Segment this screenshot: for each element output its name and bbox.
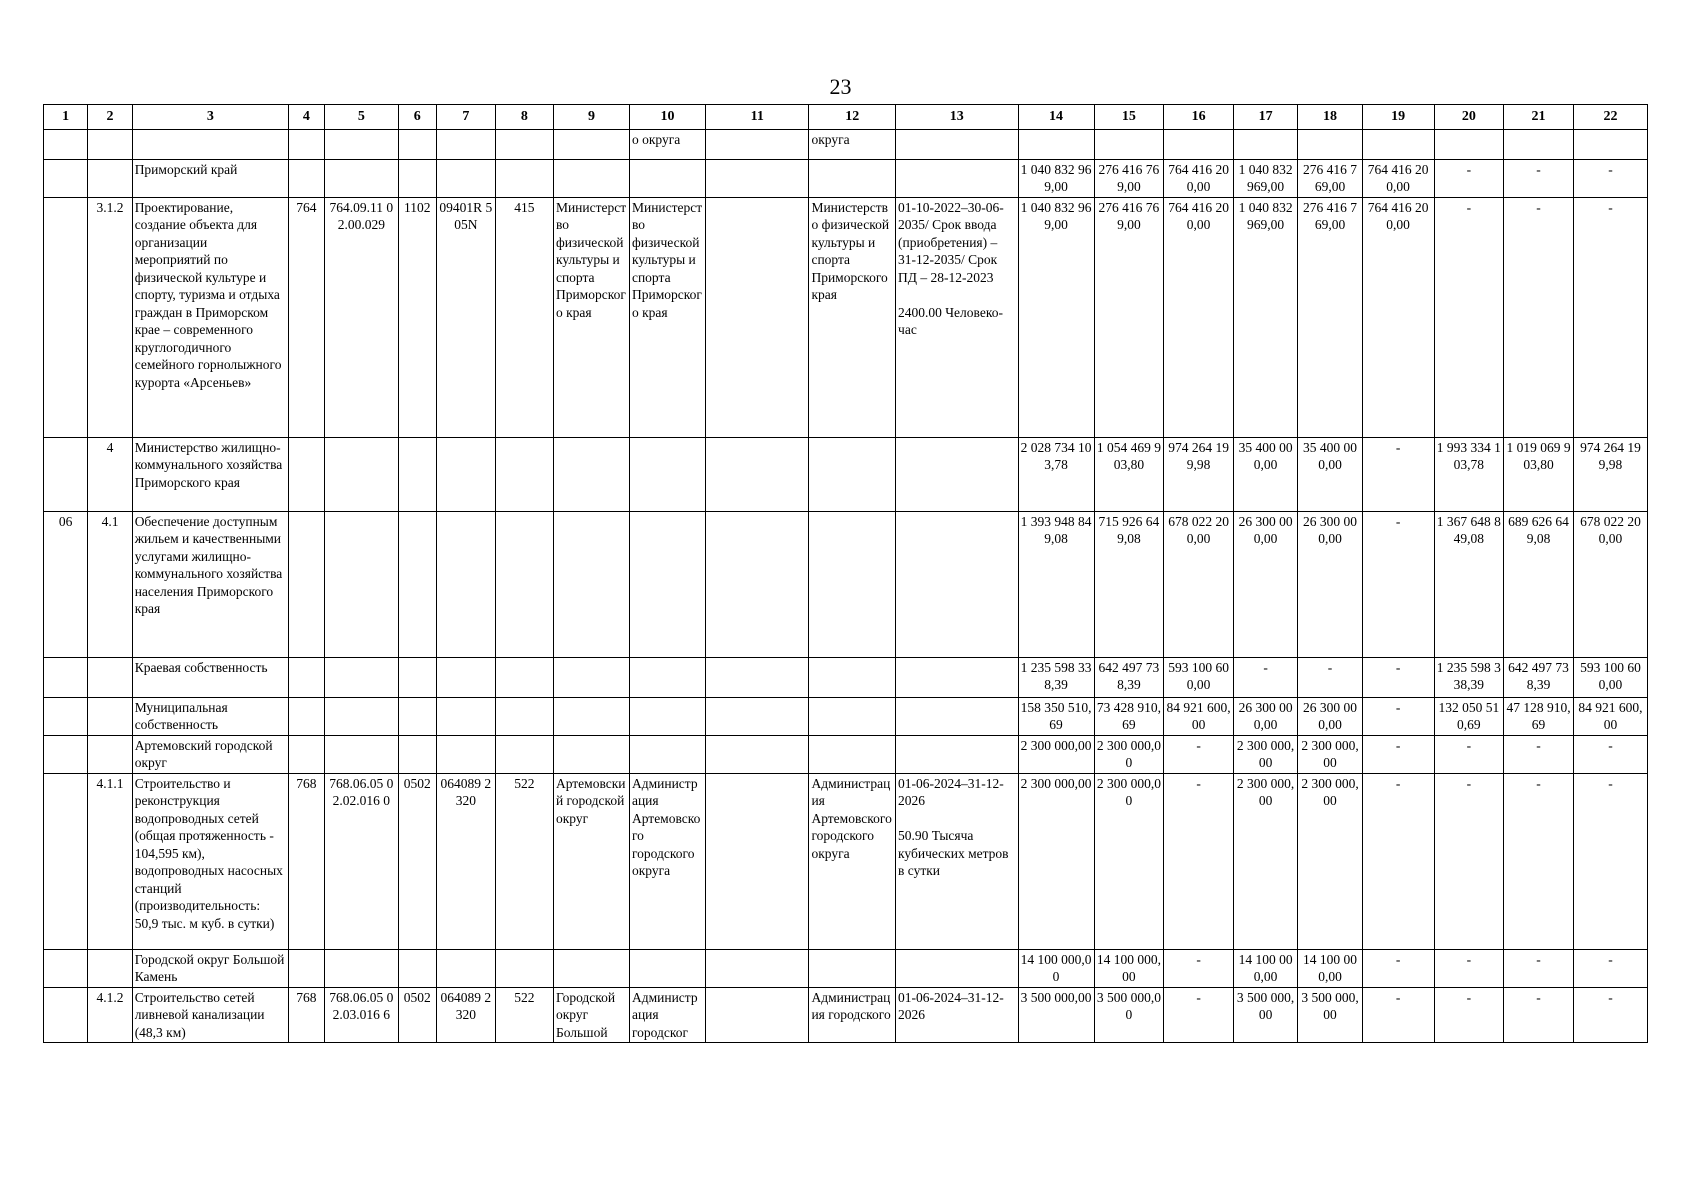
cell-col-7 <box>436 129 495 159</box>
cell-col-13: 01-06-2024–31-12-2026 50.90 Тысяча кубических метров в сутки <box>896 773 1018 949</box>
row-4 <box>44 437 1648 511</box>
cell-col-5: 768.06.05 02.02.016 0 <box>324 773 398 949</box>
cell-col-17: 2 300 000,00 <box>1233 735 1297 773</box>
cell-col-12 <box>809 159 896 197</box>
column-header-6: 6 <box>398 105 436 130</box>
column-header-5: 5 <box>324 105 398 130</box>
cell-col-2 <box>88 159 132 197</box>
cell-col-7 <box>436 735 495 773</box>
row-4-1-1 <box>44 773 1648 949</box>
cell-col-8 <box>495 949 553 987</box>
column-header-12: 12 <box>809 105 896 130</box>
column-header-13: 13 <box>896 105 1018 130</box>
cell-col-19: - <box>1362 735 1434 773</box>
cell-col-8 <box>495 697 553 735</box>
row-municipal-property <box>44 697 1648 735</box>
cell-col-18: 276 416 769,00 <box>1298 197 1362 437</box>
cell-col-16: 593 100 600,00 <box>1164 657 1234 697</box>
cell-col-3: Строительство сетей ливневой канализации (48,3 км) <box>132 987 288 1043</box>
cell-col-13 <box>896 129 1018 159</box>
cell-col-17: 35 400 000,00 <box>1233 437 1297 511</box>
cell-col-8: 522 <box>495 773 553 949</box>
cell-col-11 <box>705 159 808 197</box>
cell-col-3 <box>132 129 288 159</box>
cell-col-8: 415 <box>495 197 553 437</box>
cell-col-10 <box>629 437 705 511</box>
column-header-11: 11 <box>705 105 808 130</box>
cell-col-20: - <box>1434 735 1504 773</box>
cell-col-6 <box>398 437 436 511</box>
cell-col-15 <box>1094 129 1164 159</box>
cell-col-18: 276 416 769,00 <box>1298 159 1362 197</box>
cell-col-6 <box>398 159 436 197</box>
cell-col-17: - <box>1233 657 1297 697</box>
row-primorsky-krai <box>44 159 1648 197</box>
cell-col-10 <box>629 735 705 773</box>
cell-col-9 <box>553 159 629 197</box>
cell-col-10: Министерство физической культуры и спорта Приморского края <box>629 197 705 437</box>
cell-col-3: Обеспечение доступным жильем и качественными услугами жилищно-коммунального хозяйства населения Приморского края <box>132 511 288 657</box>
cell-col-21: - <box>1504 197 1574 437</box>
cell-col-9 <box>553 129 629 159</box>
cell-col-13 <box>896 437 1018 511</box>
cell-col-17: 14 100 000,00 <box>1233 949 1297 987</box>
cell-col-10 <box>629 697 705 735</box>
cell-col-1 <box>44 197 88 437</box>
cell-col-18: - <box>1298 657 1362 697</box>
cell-col-12: Администрация городского <box>809 987 896 1043</box>
cell-col-22: - <box>1573 949 1647 987</box>
cell-col-19: - <box>1362 773 1434 949</box>
cell-col-7 <box>436 697 495 735</box>
cell-col-8 <box>495 657 553 697</box>
cell-col-6: 0502 <box>398 773 436 949</box>
cell-col-22: 84 921 600,00 <box>1573 697 1647 735</box>
column-header-7: 7 <box>436 105 495 130</box>
cell-col-11 <box>705 437 808 511</box>
cell-col-18: 2 300 000,00 <box>1298 735 1362 773</box>
page-number: 23 <box>829 74 852 99</box>
cell-col-21: 642 497 738,39 <box>1504 657 1574 697</box>
cell-col-12 <box>809 949 896 987</box>
cell-col-6 <box>398 735 436 773</box>
cell-col-2 <box>88 697 132 735</box>
cell-col-3: Краевая собственность <box>132 657 288 697</box>
column-header-14: 14 <box>1018 105 1094 130</box>
cell-col-15: 73 428 910,69 <box>1094 697 1164 735</box>
cell-col-1 <box>44 987 88 1043</box>
cell-col-16 <box>1164 129 1234 159</box>
row-continuation <box>44 129 1648 159</box>
cell-col-16: - <box>1164 987 1234 1043</box>
cell-col-18: 35 400 000,00 <box>1298 437 1362 511</box>
cell-col-19: 764 416 200,00 <box>1362 159 1434 197</box>
cell-col-9: Министерство физической культуры и спорта Приморского края <box>553 197 629 437</box>
cell-col-19 <box>1362 129 1434 159</box>
cell-col-7 <box>436 657 495 697</box>
cell-col-5 <box>324 697 398 735</box>
cell-col-8 <box>495 511 553 657</box>
cell-col-14: 2 028 734 103,78 <box>1018 437 1094 511</box>
cell-col-9 <box>553 657 629 697</box>
cell-col-3: Приморский край <box>132 159 288 197</box>
cell-col-21: - <box>1504 949 1574 987</box>
cell-col-6 <box>398 129 436 159</box>
cell-col-5 <box>324 129 398 159</box>
cell-col-21: - <box>1504 735 1574 773</box>
column-header-17: 17 <box>1233 105 1297 130</box>
cell-col-1 <box>44 437 88 511</box>
cell-col-18: 14 100 000,00 <box>1298 949 1362 987</box>
cell-col-6: 1102 <box>398 197 436 437</box>
cell-col-3: Министерство жилищно-коммунального хозяйства Приморского края <box>132 437 288 511</box>
cell-col-11 <box>705 697 808 735</box>
cell-col-11 <box>705 197 808 437</box>
cell-col-20: 132 050 510,69 <box>1434 697 1504 735</box>
cell-col-16: 974 264 199,98 <box>1164 437 1234 511</box>
cell-col-19: - <box>1362 657 1434 697</box>
cell-col-9 <box>553 511 629 657</box>
cell-col-4 <box>288 697 324 735</box>
cell-col-6 <box>398 697 436 735</box>
cell-col-5 <box>324 437 398 511</box>
cell-col-1 <box>44 697 88 735</box>
cell-col-20: - <box>1434 987 1504 1043</box>
cell-col-14: 158 350 510,69 <box>1018 697 1094 735</box>
cell-col-11 <box>705 735 808 773</box>
cell-col-1 <box>44 773 88 949</box>
cell-col-1: 06 <box>44 511 88 657</box>
cell-col-12: округа <box>809 129 896 159</box>
row-3-1-2 <box>44 197 1648 437</box>
column-header-2: 2 <box>88 105 132 130</box>
cell-col-2 <box>88 129 132 159</box>
cell-col-16: 84 921 600,00 <box>1164 697 1234 735</box>
cell-col-5: 768.06.05 02.03.016 6 <box>324 987 398 1043</box>
cell-col-18: 2 300 000,00 <box>1298 773 1362 949</box>
cell-col-15: 642 497 738,39 <box>1094 657 1164 697</box>
column-header-8: 8 <box>495 105 553 130</box>
cell-col-13 <box>896 735 1018 773</box>
cell-col-17: 3 500 000,00 <box>1233 987 1297 1043</box>
cell-col-2: 4.1.1 <box>88 773 132 949</box>
cell-col-20: - <box>1434 949 1504 987</box>
cell-col-20: 1 993 334 103,78 <box>1434 437 1504 511</box>
cell-col-9 <box>553 697 629 735</box>
cell-col-2 <box>88 657 132 697</box>
cell-col-18: 3 500 000,00 <box>1298 987 1362 1043</box>
cell-col-4 <box>288 735 324 773</box>
cell-col-22: - <box>1573 159 1647 197</box>
cell-col-9: Городской округ Большой <box>553 987 629 1043</box>
column-header-1: 1 <box>44 105 88 130</box>
cell-col-4 <box>288 159 324 197</box>
cell-col-1 <box>44 129 88 159</box>
cell-col-6 <box>398 657 436 697</box>
cell-col-20: - <box>1434 773 1504 949</box>
cell-col-19: - <box>1362 949 1434 987</box>
cell-col-6 <box>398 511 436 657</box>
cell-col-12 <box>809 735 896 773</box>
cell-col-17: 26 300 000,00 <box>1233 511 1297 657</box>
cell-col-14: 3 500 000,00 <box>1018 987 1094 1043</box>
cell-col-12 <box>809 511 896 657</box>
cell-col-14: 1 040 832 969,00 <box>1018 159 1094 197</box>
cell-col-2: 4 <box>88 437 132 511</box>
cell-col-1 <box>44 159 88 197</box>
cell-col-21: - <box>1504 987 1574 1043</box>
cell-col-11 <box>705 511 808 657</box>
cell-col-3: Проектирование, создание объекта для организации мероприятий по физической культуре и спорту, туризма и отдыха граждан в Приморском крае – современного круглогодичного семейного горнолыжного курорта «Арсеньев» <box>132 197 288 437</box>
cell-col-7 <box>436 159 495 197</box>
cell-col-2: 4.1 <box>88 511 132 657</box>
cell-col-3: Городской округ Большой Камень <box>132 949 288 987</box>
cell-col-19: - <box>1362 511 1434 657</box>
cell-col-3: Артемовский городской округ <box>132 735 288 773</box>
cell-col-19: - <box>1362 697 1434 735</box>
cell-col-1 <box>44 735 88 773</box>
column-header-10: 10 <box>629 105 705 130</box>
cell-col-11 <box>705 949 808 987</box>
column-header-4: 4 <box>288 105 324 130</box>
column-header-9: 9 <box>553 105 629 130</box>
budget-table <box>43 104 1648 1043</box>
cell-col-18: 26 300 000,00 <box>1298 511 1362 657</box>
cell-col-13 <box>896 697 1018 735</box>
cell-col-10: о округа <box>629 129 705 159</box>
cell-col-19: - <box>1362 437 1434 511</box>
cell-col-20: - <box>1434 159 1504 197</box>
cell-col-20: 1 367 648 849,08 <box>1434 511 1504 657</box>
cell-col-19: 764 416 200,00 <box>1362 197 1434 437</box>
cell-col-3: Муниципальная собственность <box>132 697 288 735</box>
cell-col-4 <box>288 657 324 697</box>
cell-col-7 <box>436 949 495 987</box>
cell-col-12 <box>809 657 896 697</box>
cell-col-10 <box>629 159 705 197</box>
cell-col-14: 2 300 000,00 <box>1018 735 1094 773</box>
cell-col-13 <box>896 511 1018 657</box>
cell-col-8: 522 <box>495 987 553 1043</box>
column-header-21: 21 <box>1504 105 1574 130</box>
row-4-1-2 <box>44 987 1648 1043</box>
cell-col-10: Администрация городског <box>629 987 705 1043</box>
cell-col-20: - <box>1434 197 1504 437</box>
header-row <box>44 105 1648 130</box>
cell-col-16: 764 416 200,00 <box>1164 197 1234 437</box>
column-header-18: 18 <box>1298 105 1362 130</box>
cell-col-21: 689 626 649,08 <box>1504 511 1574 657</box>
cell-col-15: 3 500 000,00 <box>1094 987 1164 1043</box>
cell-col-22: 678 022 200,00 <box>1573 511 1647 657</box>
cell-col-3: Строительство и реконструкция водопроводных сетей (общая протяженность - 104,595 км), водопроводных насосных станций (производительность: 50,9 тыс. м куб. в сутки) <box>132 773 288 949</box>
row-4-1 <box>44 511 1648 657</box>
cell-col-8 <box>495 735 553 773</box>
cell-col-8 <box>495 437 553 511</box>
cell-col-12: Министерство физической культуры и спорта Приморского края <box>809 197 896 437</box>
cell-col-17: 2 300 000,00 <box>1233 773 1297 949</box>
cell-col-17: 1 040 832 969,00 <box>1233 197 1297 437</box>
cell-col-20: 1 235 598 338,39 <box>1434 657 1504 697</box>
cell-col-14: 14 100 000,00 <box>1018 949 1094 987</box>
cell-col-2: 4.1.2 <box>88 987 132 1043</box>
cell-col-15: 2 300 000,00 <box>1094 773 1164 949</box>
cell-col-7 <box>436 437 495 511</box>
cell-col-12 <box>809 437 896 511</box>
cell-col-7: 064089 2320 <box>436 987 495 1043</box>
cell-col-15: 1 054 469 903,80 <box>1094 437 1164 511</box>
cell-col-4: 768 <box>288 773 324 949</box>
cell-col-5 <box>324 949 398 987</box>
cell-col-21 <box>1504 129 1574 159</box>
cell-col-8 <box>495 129 553 159</box>
cell-col-12 <box>809 697 896 735</box>
cell-col-22 <box>1573 129 1647 159</box>
cell-col-10: Администрация Артемовского городского округа <box>629 773 705 949</box>
cell-col-19: - <box>1362 987 1434 1043</box>
cell-col-21: - <box>1504 159 1574 197</box>
cell-col-8 <box>495 159 553 197</box>
cell-col-2 <box>88 949 132 987</box>
cell-col-17: 1 040 832 969,00 <box>1233 159 1297 197</box>
row-krai-property <box>44 657 1648 697</box>
cell-col-13 <box>896 949 1018 987</box>
cell-col-6 <box>398 949 436 987</box>
cell-col-13 <box>896 657 1018 697</box>
cell-col-5 <box>324 657 398 697</box>
cell-col-10 <box>629 657 705 697</box>
column-header-19: 19 <box>1362 105 1434 130</box>
cell-col-12: Администрация Артемовского городского округа <box>809 773 896 949</box>
cell-col-21: 1 019 069 903,80 <box>1504 437 1574 511</box>
cell-col-15: 14 100 000,00 <box>1094 949 1164 987</box>
cell-col-9 <box>553 437 629 511</box>
cell-col-18 <box>1298 129 1362 159</box>
cell-col-22: 974 264 199,98 <box>1573 437 1647 511</box>
row-artemovsky <box>44 735 1648 773</box>
cell-col-15: 2 300 000,00 <box>1094 735 1164 773</box>
cell-col-6: 0502 <box>398 987 436 1043</box>
cell-col-22: - <box>1573 773 1647 949</box>
column-header-16: 16 <box>1164 105 1234 130</box>
cell-col-11 <box>705 129 808 159</box>
cell-col-18: 26 300 000,00 <box>1298 697 1362 735</box>
cell-col-22: 593 100 600,00 <box>1573 657 1647 697</box>
cell-col-16: - <box>1164 949 1234 987</box>
cell-col-2 <box>88 735 132 773</box>
cell-col-4 <box>288 129 324 159</box>
cell-col-5: 764.09.11 02.00.029 <box>324 197 398 437</box>
cell-col-9: Артемовский городской округ <box>553 773 629 949</box>
cell-col-10 <box>629 949 705 987</box>
cell-col-9 <box>553 949 629 987</box>
cell-col-15: 276 416 769,00 <box>1094 197 1164 437</box>
cell-col-13: 01-06-2024–31-12-2026 <box>896 987 1018 1043</box>
cell-col-22: - <box>1573 735 1647 773</box>
cell-col-2: 3.1.2 <box>88 197 132 437</box>
column-header-22: 22 <box>1573 105 1647 130</box>
cell-col-10 <box>629 511 705 657</box>
cell-col-16: 678 022 200,00 <box>1164 511 1234 657</box>
cell-col-20 <box>1434 129 1504 159</box>
cell-col-17 <box>1233 129 1297 159</box>
cell-col-21: - <box>1504 773 1574 949</box>
cell-col-14: 1 393 948 849,08 <box>1018 511 1094 657</box>
cell-col-22: - <box>1573 197 1647 437</box>
cell-col-16: - <box>1164 773 1234 949</box>
cell-col-11 <box>705 987 808 1043</box>
cell-col-1 <box>44 949 88 987</box>
cell-col-5 <box>324 511 398 657</box>
cell-col-16: - <box>1164 735 1234 773</box>
cell-col-4 <box>288 511 324 657</box>
cell-col-11 <box>705 657 808 697</box>
row-bolshoy-kamen <box>44 949 1648 987</box>
column-header-20: 20 <box>1434 105 1504 130</box>
column-header-3: 3 <box>132 105 288 130</box>
cell-col-13: 01-10-2022–30-06-2035/ Срок ввода (приобретения) – 31-12-2035/ Срок ПД – 28-12-2023 2400.00 Человеко-час <box>896 197 1018 437</box>
cell-col-15: 715 926 649,08 <box>1094 511 1164 657</box>
cell-col-4 <box>288 949 324 987</box>
cell-col-13 <box>896 159 1018 197</box>
cell-col-11 <box>705 773 808 949</box>
cell-col-4: 768 <box>288 987 324 1043</box>
cell-col-14: 1 040 832 969,00 <box>1018 197 1094 437</box>
cell-col-7 <box>436 511 495 657</box>
cell-col-4: 764 <box>288 197 324 437</box>
cell-col-14: 2 300 000,00 <box>1018 773 1094 949</box>
cell-col-17: 26 300 000,00 <box>1233 697 1297 735</box>
cell-col-7: 09401R 505N <box>436 197 495 437</box>
cell-col-21: 47 128 910,69 <box>1504 697 1574 735</box>
cell-col-1 <box>44 657 88 697</box>
cell-col-9 <box>553 735 629 773</box>
cell-col-15: 276 416 769,00 <box>1094 159 1164 197</box>
cell-col-5 <box>324 735 398 773</box>
cell-col-7: 064089 2320 <box>436 773 495 949</box>
cell-col-14: 1 235 598 338,39 <box>1018 657 1094 697</box>
cell-col-4 <box>288 437 324 511</box>
cell-col-5 <box>324 159 398 197</box>
cell-col-16: 764 416 200,00 <box>1164 159 1234 197</box>
cell-col-14 <box>1018 129 1094 159</box>
column-header-15: 15 <box>1094 105 1164 130</box>
cell-col-22: - <box>1573 987 1647 1043</box>
